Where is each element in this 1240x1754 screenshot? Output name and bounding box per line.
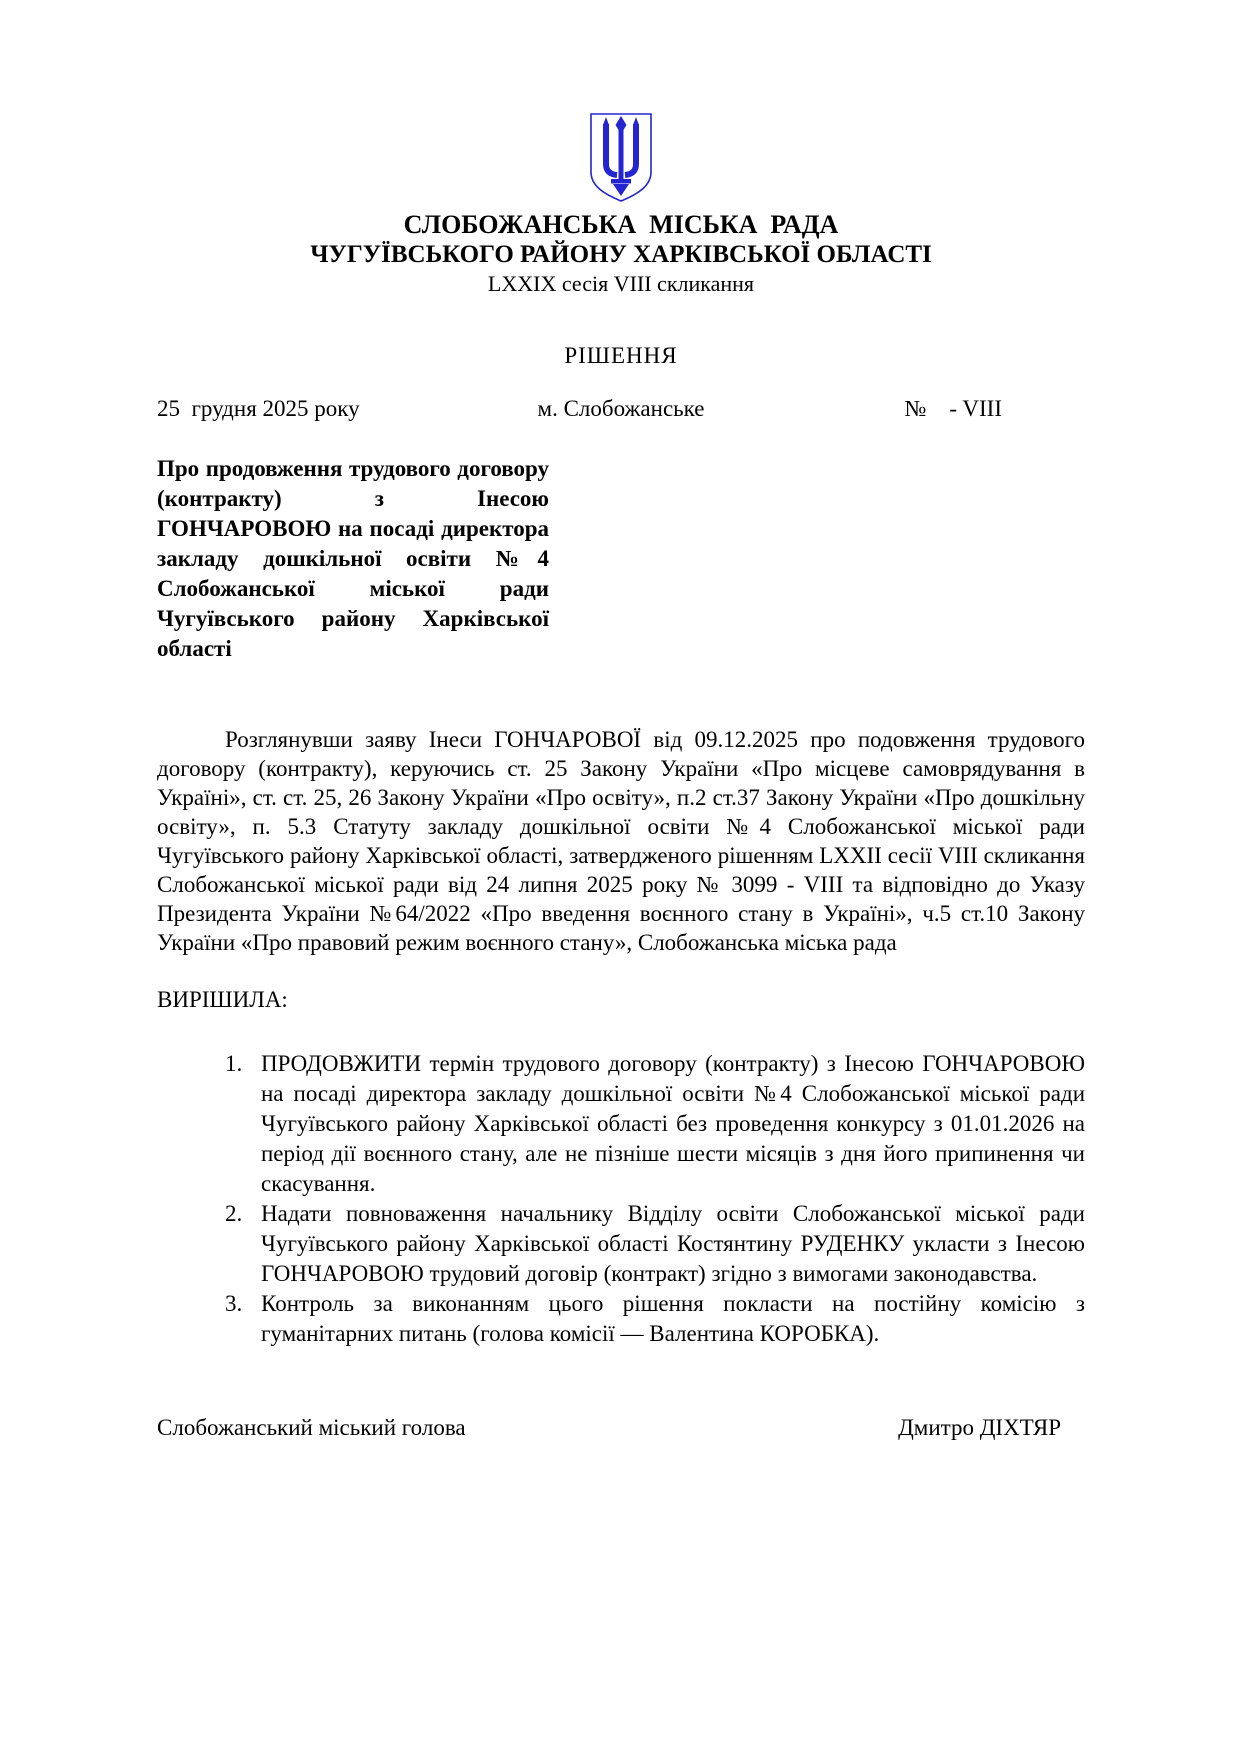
document-date: 25 грудня 2025 року	[157, 396, 360, 421]
document-type-heading: РІШЕННЯ	[564, 343, 678, 368]
list-item	[225, 1289, 1085, 1349]
emblem-container	[157, 112, 1085, 206]
item-number: 3.	[225, 1291, 243, 1316]
resolution-items	[157, 1049, 1085, 1349]
signature-block	[157, 1415, 1085, 1441]
item-number: 1.	[225, 1051, 243, 1076]
session-info: LXXIX сесія VIII скликання	[487, 271, 755, 296]
signatory-title: Слобожанський міський голова	[157, 1415, 466, 1440]
council-name: СЛОБОЖАНСЬКА МІСЬКА РАДА	[403, 210, 839, 239]
subject-paragraph: Про продовження трудового договору (контракту) з Інесою ГОНЧАРОВОЮ на посаді директора закладу дошкільної освіти №4 Слобожанської міської ради Чугуївського району Харківської області	[157, 456, 549, 661]
item-text: ПРОДОВЖИТИ термін трудового договору (контракту) з Інесою ГОНЧАРОВОЮ на посаді директора закладу дошкільної освіти №4 Слобожанської міської ради Чугуївського району Харківської області без проведення конкурсу з 01.01.2026 на період дії воєнного стану, але не пізніше шести місяців з дня його припинення чи скасування.	[261, 1051, 1085, 1196]
item-text: Надати повноваження начальнику Відділу освіти Слобожанської міської ради Чугуївського району Харківської області Костянтину РУДЕНКУ укласти з Інесою ГОНЧАРОВОЮ трудовий договір (контракт) згідно з вимогами законодавства.	[261, 1201, 1085, 1286]
dateline	[157, 396, 1085, 422]
signatory-name: Дмитро ДІХТЯР	[898, 1415, 1061, 1440]
item-text: Контроль за виконанням цього рішення покласти на постійну комісію з гуманітарних питань (голова комісії — Валентина КОРОБКА).	[261, 1291, 1085, 1346]
list-item	[225, 1049, 1085, 1199]
document-number: № - VIII	[904, 396, 1002, 421]
document-place: м. Слобожанське	[537, 396, 705, 421]
coat-of-arms-icon	[588, 112, 654, 204]
preamble-paragraph: Розглянувши заяву Інеси ГОНЧАРОВОЇ від 09.12.2025 про подовження трудового договору (контракту), керуючись ст. 25 Закону України «Про місцеве самоврядування в Україні», ст. ст. 25, 26 Закону України «Про освіту», п.2 ст.37 Закону України «Про дошкільну освіту», п. 5.3 Статуту закладу дошкільної освіти №4 Слобожанської міської ради Чугуївського району Харківської області, затвердженого рішенням LXXII сесії VIII скликання Слобожанської міської ради від 24 липня 2025 року № 3099 - VIII та відповідно до Указу Президента України №64/2022 «Про введення воєнного стану в Україні», ч.5 ст.10 Закону України «Про правовий режим воєнного стану», Слобожанська міська рада	[157, 727, 1085, 955]
item-number: 2.	[225, 1201, 243, 1226]
resolved-heading: ВИРІШИЛА:	[157, 987, 288, 1012]
district-name: ЧУГУЇВСЬКОГО РАЙОНУ ХАРКІВСЬКОЇ ОБЛАСТІ	[310, 241, 932, 268]
list-item	[225, 1199, 1085, 1289]
